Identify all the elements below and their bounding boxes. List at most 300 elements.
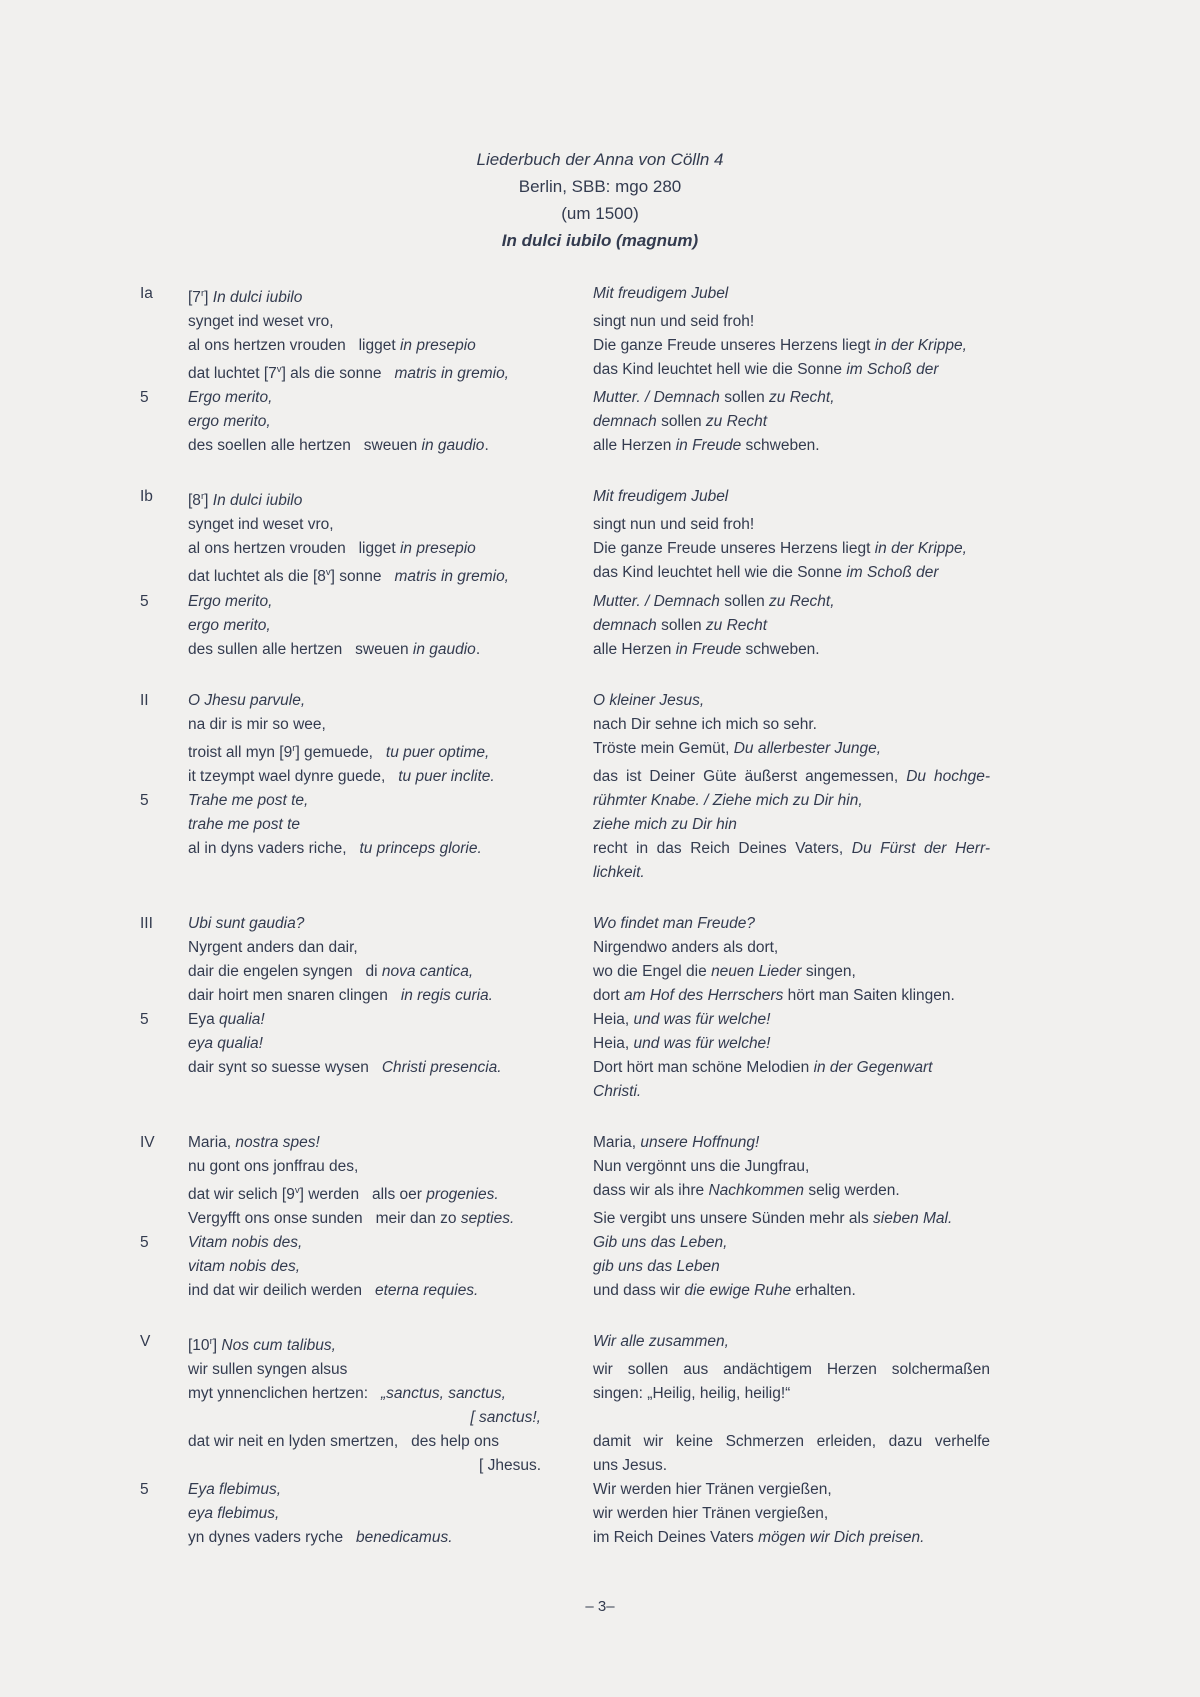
text-segment: al ons hertzen vrouden ligget	[188, 540, 400, 558]
verse-original	[188, 1032, 593, 1056]
stanza-iv	[140, 1131, 1200, 1303]
stanza-label: III	[140, 914, 153, 932]
stanza-ia	[140, 282, 1200, 458]
text-segment: Nyrgent anders dan dair,	[188, 938, 358, 956]
verse-original	[188, 590, 593, 614]
text-segment: myt ynnenclichen hertzen:	[188, 1385, 381, 1403]
italic-segment: zu Recht,	[769, 592, 835, 610]
line-number-5: 5	[140, 592, 149, 610]
italic-segment: O kleiner Jesus,	[593, 691, 705, 709]
italic-segment: Nachkommen	[708, 1181, 805, 1199]
verse-translation	[593, 713, 990, 737]
line-number-empty	[140, 358, 188, 386]
italic-segment: progenies.	[426, 1185, 499, 1203]
italic-segment: tu princeps glorie.	[359, 839, 482, 857]
verse-translation	[593, 513, 990, 537]
text-segment: ind dat wir deilich werden	[188, 1281, 375, 1299]
text-segment: nu gont ons jonffrau des,	[188, 1157, 359, 1175]
italic-segment: Nos cum talibus,	[221, 1337, 336, 1355]
verse-original	[188, 1502, 593, 1526]
italic-segment: Mutter. / Demnach	[593, 592, 725, 610]
italic-segment: Vitam nobis des,	[188, 1233, 303, 1251]
line-number-empty	[140, 1382, 188, 1406]
verse-translation	[593, 334, 990, 358]
verse-original	[188, 358, 593, 386]
verse-original	[188, 960, 593, 984]
stanza-label: Ib	[140, 488, 153, 506]
italic-segment: In dulci iubilo	[212, 492, 303, 510]
text-segment: das Kind leuchtet hell wie die Sonne	[593, 564, 847, 582]
text-segment: singt nun und seid froh!	[593, 516, 755, 534]
italic-segment: ergo merito,	[188, 413, 271, 431]
verse-translation	[593, 1255, 990, 1279]
italic-segment: tu puer optime,	[385, 743, 490, 761]
text-segment: ]	[204, 289, 213, 307]
italic-segment: Christi.	[593, 1082, 642, 1100]
italic-segment: eya flebimus,	[188, 1505, 280, 1523]
folio-superscript: v	[325, 567, 331, 579]
verse-translation	[593, 1279, 990, 1303]
verse-translation	[593, 1330, 990, 1358]
verse-translation	[593, 960, 990, 984]
text-segment: das Kind leuchtet hell wie die Sonne	[593, 361, 847, 379]
text-segment: alle Herzen	[593, 640, 676, 658]
verse-original	[188, 1080, 593, 1104]
text-segment: ]	[204, 492, 213, 510]
italic-segment: Wo findet man Freude?	[593, 914, 755, 932]
verse-translation	[593, 358, 990, 386]
italic-segment: Ergo merito,	[188, 592, 273, 610]
line-number-empty	[140, 960, 188, 984]
italic-segment: in der Gegenwart	[813, 1058, 933, 1076]
text-segment: Tröste mein Gemüt,	[593, 739, 734, 757]
line-number-empty	[140, 1056, 188, 1080]
text-segment: singen: „Heilig, heilig, heilig!“	[593, 1385, 791, 1403]
verse-original	[188, 861, 593, 885]
text-segment: na dir is mir so wee,	[188, 715, 326, 733]
text-segment: wir sullen syngen alsus	[188, 1361, 348, 1379]
verse-original	[188, 638, 593, 662]
verse-translation	[593, 837, 990, 861]
line-number-empty	[140, 1207, 188, 1231]
italic-segment: zu Recht	[705, 616, 768, 634]
italic-segment: qualia!	[219, 1010, 265, 1028]
text-segment: al in dyns vaders riche,	[188, 839, 360, 857]
folio-superscript: v	[276, 364, 282, 376]
italic-segment: benedicamus.	[356, 1529, 453, 1547]
verse-translation	[593, 1155, 990, 1179]
italic-segment: in der Krippe,	[874, 540, 967, 558]
line-number-empty	[140, 1155, 188, 1179]
text-segment: des sullen alle hertzen sweuen	[188, 640, 413, 658]
verse-original	[188, 1430, 593, 1454]
italic-segment: lichkeit.	[593, 863, 645, 881]
verse-original	[188, 984, 593, 1008]
text-segment: dat luchtet [7	[188, 365, 277, 383]
text-segment: Heia,	[593, 1034, 634, 1052]
verse-original	[188, 1131, 593, 1155]
verse-translation	[593, 1406, 990, 1430]
line-number-empty	[140, 1255, 188, 1279]
verse-translation	[593, 789, 990, 813]
text-segment: erhalten.	[791, 1281, 856, 1299]
text-segment: Heia,	[593, 1010, 634, 1028]
verse-original	[188, 1478, 593, 1502]
text-segment: Die ganze Freude unseres Herzens liegt	[593, 337, 875, 355]
document-source: Berlin, SBB: mgo 280	[518, 177, 682, 196]
verse-original	[188, 789, 593, 813]
text-segment: Dort hört man schöne Melodien	[593, 1058, 814, 1076]
verse-translation	[593, 1478, 990, 1502]
line-number-empty	[140, 861, 188, 885]
line-number-empty	[140, 737, 188, 765]
line-number-empty	[140, 984, 188, 1008]
line-number-empty	[140, 713, 188, 737]
text-segment: Sie vergibt uns unsere Sünden mehr als	[593, 1209, 874, 1227]
text-segment: Maria,	[188, 1133, 236, 1151]
verse-original	[188, 410, 593, 434]
italic-segment: Trahe me post te,	[188, 791, 309, 809]
italic-segment: matris in gremio,	[394, 365, 509, 383]
italic-segment: matris in gremio,	[394, 568, 509, 586]
italic-segment: in presepio	[399, 540, 476, 558]
text-segment: yn dynes vaders ryche	[188, 1529, 356, 1547]
document-title: Liederbuch der Anna von Cölln 4	[476, 150, 724, 169]
verse-original	[188, 837, 593, 861]
stanza-list	[0, 282, 1200, 1550]
line-number-empty	[140, 410, 188, 434]
italic-segment: zu Recht	[705, 413, 768, 431]
text-segment: Nirgendwo anders als dort,	[593, 938, 779, 956]
text-segment: synget ind weset vro,	[188, 516, 334, 534]
italic-segment: im Schoß der	[846, 361, 939, 379]
italic-segment: Gib uns das Leben,	[593, 1233, 728, 1251]
verse-original	[188, 537, 593, 561]
text-segment: uns Jesus.	[593, 1457, 668, 1475]
line-number-empty	[140, 434, 188, 458]
text-segment: und dass wir	[593, 1281, 685, 1299]
italic-segment: in Freude	[675, 437, 742, 455]
text-segment: [8	[188, 492, 201, 510]
italic-segment: sieben Mal.	[873, 1209, 953, 1227]
verse-original	[188, 513, 593, 537]
verse-original	[188, 1526, 593, 1550]
verse-translation	[593, 1454, 990, 1478]
verse-translation	[593, 1056, 990, 1080]
line-number-5: 5	[140, 1010, 149, 1028]
text-segment: [7	[188, 289, 201, 307]
verse-original	[188, 689, 593, 713]
italic-segment: In dulci iubilo	[212, 289, 303, 307]
line-number-5: 5	[140, 1481, 149, 1499]
text-segment: ] als die sonne	[281, 365, 395, 383]
line-number-empty	[140, 837, 188, 861]
italic-segment: Christi presencia.	[381, 1058, 502, 1076]
verse-original	[188, 1056, 593, 1080]
verse-translation	[593, 1430, 990, 1454]
italic-segment: unsere Hoffnung!	[640, 1133, 760, 1151]
verse-translation	[593, 485, 990, 513]
verse-translation	[593, 310, 990, 334]
verse-translation	[593, 1526, 990, 1550]
verse-original	[188, 1406, 593, 1430]
verse-translation	[593, 813, 990, 837]
verse-translation	[593, 765, 990, 789]
line-number-empty	[140, 537, 188, 561]
line-number-empty	[140, 614, 188, 638]
text-segment: im Reich Deines Vaters	[593, 1529, 759, 1547]
italic-segment: in gaudio	[412, 640, 476, 658]
verse-original	[188, 1231, 593, 1255]
verse-original	[188, 614, 593, 638]
text-segment: dat wir neit en lyden smertzen, des help ons	[188, 1433, 500, 1451]
folio-superscript: r	[200, 288, 205, 299]
line-number-empty	[140, 513, 188, 537]
line-number-empty	[140, 813, 188, 837]
italic-segment: „sanctus, sanctus,	[381, 1385, 506, 1403]
text-segment: Wir werden hier Tränen vergießen,	[593, 1481, 832, 1499]
verse-translation	[593, 689, 990, 713]
text-segment: Die ganze Freude unseres Herzens liegt	[593, 540, 875, 558]
text-segment: singen,	[801, 962, 856, 980]
text-segment: Nun vergönnt uns die Jungfrau,	[593, 1157, 810, 1175]
line-number-empty	[140, 1406, 188, 1430]
text-segment: dair die engelen syngen di	[188, 962, 382, 980]
italic-segment: im Schoß der	[846, 564, 939, 582]
verse-translation	[593, 1008, 990, 1032]
text-segment: singt nun und seid froh!	[593, 313, 755, 331]
text-segment: dass wir als ihre	[593, 1181, 709, 1199]
text-segment: dort	[593, 986, 625, 1004]
text-segment: .	[475, 640, 481, 658]
verse-original	[188, 386, 593, 410]
italic-segment: vitam nobis des,	[188, 1257, 300, 1275]
text-segment: das ist Deiner Güte äußerst angemessen,	[593, 767, 907, 785]
italic-segment: und was für welche!	[633, 1034, 771, 1052]
italic-segment: demnach	[593, 413, 662, 431]
line-number-empty	[140, 638, 188, 662]
italic-segment: ziehe mich zu Dir hin	[593, 815, 737, 833]
italic-segment: Ubi sunt gaudia?	[188, 914, 305, 932]
italic-segment: mögen wir Dich preisen.	[758, 1529, 925, 1547]
verse-original	[188, 1358, 593, 1382]
line-number-empty	[140, 1430, 188, 1454]
italic-segment: in Freude	[675, 640, 742, 658]
text-segment: sollen	[661, 616, 706, 634]
line-number-5: 5	[140, 389, 149, 407]
folio-superscript: r	[200, 491, 205, 503]
verse-original	[188, 310, 593, 334]
italic-segment: in presepio	[399, 337, 476, 355]
text-segment: [ Jhesus.	[478, 1457, 541, 1475]
italic-segment: O Jhesu parvule,	[188, 691, 306, 709]
italic-segment: zu Recht,	[769, 389, 835, 407]
verse-original	[188, 1179, 593, 1207]
text-segment: ] gemuede,	[295, 743, 386, 761]
verse-original	[188, 813, 593, 837]
text-segment: Vergyfft ons onse sunden meir dan zo	[188, 1209, 461, 1227]
text-segment: ] werden alls oer	[299, 1185, 427, 1203]
verse-translation	[593, 638, 990, 662]
verse-translation	[593, 1179, 990, 1207]
verse-original	[188, 1008, 593, 1032]
text-segment: dair synt so suesse wysen	[188, 1058, 382, 1076]
italic-segment: demnach	[593, 616, 662, 634]
italic-segment: ergo merito,	[188, 616, 271, 634]
line-number-empty	[140, 1080, 188, 1104]
verse-translation	[593, 737, 990, 765]
verse-translation	[593, 386, 990, 410]
text-segment: .	[484, 437, 489, 455]
italic-segment: rühmter Knabe. / Ziehe mich zu Dir hin,	[593, 791, 863, 809]
verse-original	[188, 561, 593, 589]
verse-original	[188, 737, 593, 765]
folio-superscript: r	[292, 742, 296, 754]
stanza-label: Ia	[140, 285, 153, 302]
italic-segment: in gaudio	[421, 437, 485, 455]
text-segment: dat luchtet als die [8	[188, 568, 326, 586]
text-segment: sollen	[724, 592, 770, 610]
text-segment: alle Herzen	[593, 437, 676, 455]
italic-segment: in der Krippe,	[874, 337, 967, 355]
verse-original	[188, 936, 593, 960]
verse-translation	[593, 1080, 990, 1104]
text-segment: sollen	[661, 413, 706, 431]
verse-translation	[593, 282, 990, 310]
verse-translation	[593, 936, 990, 960]
text-segment: recht in das Reich Deines Vaters,	[593, 839, 852, 857]
verse-original	[188, 434, 593, 458]
verse-original	[188, 1155, 593, 1179]
verse-translation	[593, 1231, 990, 1255]
text-segment: wo die Engel die	[593, 962, 712, 980]
text-segment: ]	[212, 1337, 222, 1355]
line-number-empty	[140, 1358, 188, 1382]
text-segment: [10	[188, 1337, 210, 1355]
line-number-empty	[140, 310, 188, 334]
italic-segment: Wir alle zusammen,	[593, 1332, 729, 1350]
verse-original	[188, 282, 593, 310]
stanza-label: IV	[140, 1133, 155, 1151]
italic-segment: tu puer inclite.	[398, 767, 495, 785]
italic-segment: in regis curia.	[400, 986, 493, 1004]
line-number-empty	[140, 1279, 188, 1303]
verse-translation	[593, 614, 990, 638]
folio-superscript: v	[294, 1184, 300, 1196]
text-segment: damit wir keine Schmerzen erleiden, dazu verhelfe	[593, 1433, 990, 1451]
line-number-empty	[140, 334, 188, 358]
line-number-5: 5	[140, 791, 149, 809]
line-number-empty	[140, 936, 188, 960]
verse-translation	[593, 1032, 990, 1056]
italic-segment: Du allerbester Junge,	[733, 739, 882, 757]
stanza-label: V	[140, 1332, 151, 1350]
text-segment: ] sonne	[330, 568, 395, 586]
verse-translation	[593, 410, 990, 434]
line-number-empty	[140, 1032, 188, 1056]
stanza-iii	[140, 912, 1200, 1104]
text-segment: selig werden.	[804, 1181, 900, 1199]
verse-original	[188, 1255, 593, 1279]
verse-translation	[593, 1131, 990, 1155]
page-number: – 3–	[585, 1598, 615, 1615]
verse-translation	[593, 861, 990, 885]
text-segment: schweben.	[741, 640, 820, 658]
italic-segment: Mit freudigem Jubel	[593, 285, 729, 302]
text-segment: it tzeympt wael dynre guede,	[188, 767, 399, 785]
verse-original	[188, 485, 593, 513]
text-segment: Maria,	[593, 1133, 641, 1151]
verse-original	[188, 1330, 593, 1358]
verse-original	[188, 1382, 593, 1406]
stanza-ib	[140, 485, 1200, 661]
verse-translation	[593, 1207, 990, 1231]
italic-segment: gib uns das Leben	[593, 1257, 720, 1275]
verse-translation	[593, 1382, 990, 1406]
text-segment: al ons hertzen vrouden ligget	[188, 337, 400, 355]
text-segment: synget ind weset vro,	[188, 313, 334, 331]
line-number-empty	[140, 1526, 188, 1550]
stanza-v	[140, 1330, 1200, 1550]
italic-segment: trahe me post te	[188, 815, 301, 833]
italic-segment: Ergo merito,	[188, 389, 273, 407]
verse-original	[188, 1279, 593, 1303]
italic-segment: die ewige Ruhe	[684, 1281, 792, 1299]
title-block	[0, 146, 1200, 254]
italic-segment: [ sanctus!,	[470, 1409, 541, 1427]
italic-segment: eya qualia!	[188, 1034, 263, 1052]
verse-translation	[593, 537, 990, 561]
line-number-empty	[140, 1454, 188, 1478]
verse-translation	[593, 434, 990, 458]
verse-original	[188, 1454, 593, 1478]
line-number-empty	[140, 765, 188, 789]
italic-segment: Eya flebimus,	[188, 1481, 282, 1499]
italic-segment: neuen Lieder	[711, 962, 802, 980]
verse-original	[188, 912, 593, 936]
text-segment: sollen	[724, 389, 770, 407]
folio-superscript: r	[209, 1335, 213, 1347]
song-title: In dulci iubilo (magnum)	[501, 231, 699, 250]
text-segment: dair hoirt men snaren clingen	[188, 986, 401, 1004]
verse-original	[188, 334, 593, 358]
line-number-empty	[140, 1179, 188, 1207]
italic-segment: am Hof des Herrschers	[624, 986, 784, 1004]
line-number-5: 5	[140, 1233, 149, 1251]
text-segment: wir sollen aus andächtigem Herzen solchermaßen	[593, 1361, 990, 1379]
text-segment: des soellen alle hertzen sweuen	[188, 437, 422, 455]
italic-segment: Mit freudigem Jubel	[593, 488, 729, 506]
stanza-label: II	[140, 691, 149, 709]
verse-translation	[593, 590, 990, 614]
verse-translation	[593, 1358, 990, 1382]
text-segment: hört man Saiten klingen.	[783, 986, 955, 1004]
text-segment: wir werden hier Tränen vergießen,	[593, 1505, 829, 1523]
text-segment: troist all myn [9	[188, 743, 293, 761]
document-date: (um 1500)	[561, 204, 639, 223]
text-segment: Eya	[188, 1010, 220, 1028]
verse-translation	[593, 984, 990, 1008]
line-number-empty	[140, 1502, 188, 1526]
italic-segment: Du hochge-	[906, 767, 991, 785]
italic-segment: Mutter. / Demnach	[593, 389, 725, 407]
text-segment: dat wir selich [9	[188, 1185, 295, 1203]
italic-segment: nova cantica,	[381, 962, 474, 980]
verse-original	[188, 765, 593, 789]
italic-segment: nostra spes!	[235, 1133, 320, 1151]
italic-segment: eterna requies.	[374, 1281, 479, 1299]
verse-original	[188, 713, 593, 737]
